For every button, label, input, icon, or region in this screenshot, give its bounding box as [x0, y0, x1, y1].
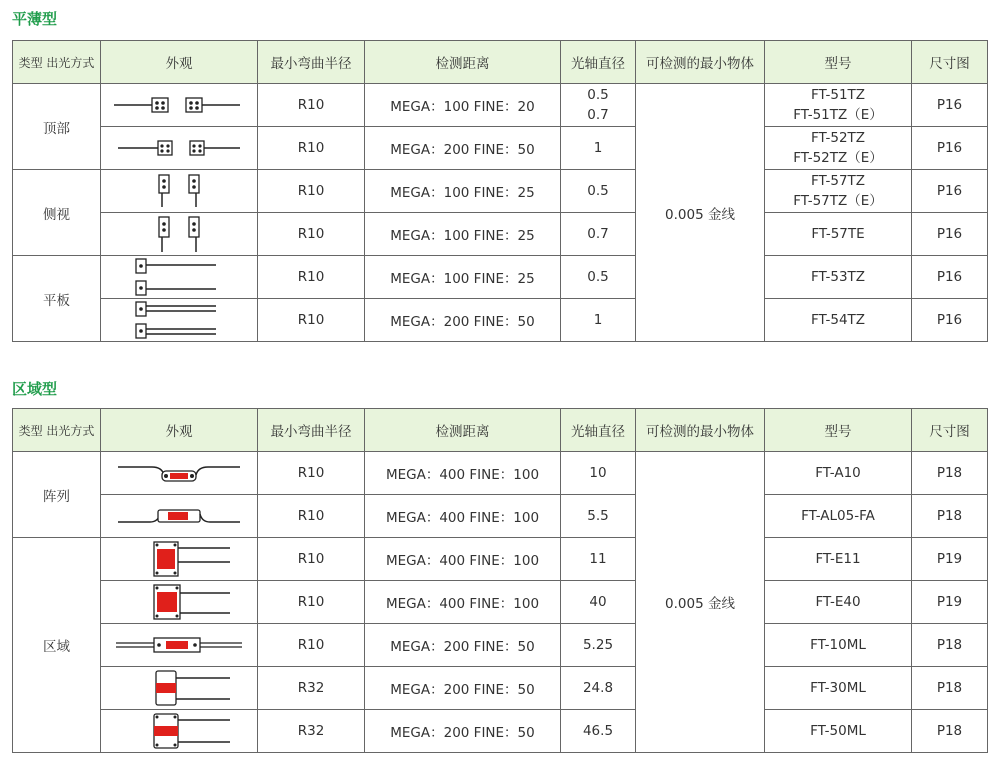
size-page-cell: P16: [912, 256, 988, 299]
size-page-cell: P19: [912, 538, 988, 581]
bend-radius-cell: R32: [258, 710, 365, 753]
section-title-thin: 平薄型: [12, 10, 58, 28]
table-row: [13, 624, 988, 667]
size-page-cell: P18: [912, 710, 988, 753]
header-model: 型号: [765, 41, 912, 84]
model-value: FT-51TZ（E）: [793, 107, 883, 123]
size-page-cell: P18: [912, 452, 988, 495]
min-object-cell: 0.005 金线: [636, 84, 765, 342]
size-page-cell: P18: [912, 667, 988, 710]
section-title-area: 区域型: [12, 380, 58, 398]
header-size-page: 尺寸图: [912, 409, 988, 452]
product-illustration: [101, 256, 258, 299]
table-row: [13, 581, 988, 624]
model-value: FT-51TZ: [810, 87, 866, 103]
diameter-value: 0.7: [587, 107, 609, 123]
group-label: 侧视: [13, 170, 101, 256]
table-row: [13, 452, 988, 495]
model-cell: FT-E11: [765, 538, 912, 581]
size-page-cell: P16: [912, 170, 988, 213]
header-appearance: 外观: [101, 409, 258, 452]
header-detect-distance: 检测距离: [365, 41, 561, 84]
model-value: FT-57TZ: [810, 173, 866, 189]
product-illustration: [101, 710, 258, 753]
size-page-cell: P19: [912, 581, 988, 624]
diameter-cell: 5.5: [561, 495, 636, 538]
distance-cell: MEGA：200 FINE：50: [365, 624, 561, 667]
min-object-cell: 0.005 金线: [636, 452, 765, 753]
table-header-row: [13, 409, 988, 452]
size-page-cell: P16: [912, 213, 988, 256]
table-header-row: [13, 41, 988, 84]
table-row: [13, 710, 988, 753]
group-label: 区域: [13, 538, 101, 753]
product-illustration: [101, 667, 258, 710]
table-row: [13, 256, 988, 299]
header-min-bend-radius: 最小弯曲半径: [258, 409, 365, 452]
bend-radius-cell: R10: [258, 84, 365, 127]
model-cell: FT-A10: [765, 452, 912, 495]
diameter-cell: 10: [561, 452, 636, 495]
table-row: [13, 667, 988, 710]
diameter-cell: 5.25: [561, 624, 636, 667]
model-cell: [765, 127, 912, 170]
model-value: FT-52TZ: [810, 130, 866, 146]
distance-cell: MEGA：400 FINE：100: [365, 452, 561, 495]
product-illustration: [101, 581, 258, 624]
bend-radius-cell: R10: [258, 170, 365, 213]
distance-cell: MEGA：200 FINE：50: [365, 710, 561, 753]
model-cell: FT-54TZ: [765, 299, 912, 342]
size-page-cell: P16: [912, 299, 988, 342]
product-illustration: [101, 299, 258, 342]
distance-cell: MEGA：400 FINE：100: [365, 495, 561, 538]
diameter-cell: 1: [561, 299, 636, 342]
header-axis-diameter: 光轴直径: [561, 41, 636, 84]
diameter-cell: [561, 84, 636, 127]
product-illustration: [101, 170, 258, 213]
model-value: FT-52TZ（E）: [793, 150, 883, 166]
bend-radius-cell: R10: [258, 299, 365, 342]
model-cell: FT-57TE: [765, 213, 912, 256]
product-illustration: [101, 213, 258, 256]
table-row: [13, 84, 988, 127]
bend-radius-cell: R10: [258, 538, 365, 581]
size-page-cell: P18: [912, 495, 988, 538]
distance-cell: MEGA：200 FINE：50: [365, 667, 561, 710]
header-min-object: 可检测的最小物体: [636, 409, 765, 452]
distance-cell: MEGA：100 FINE：25: [365, 256, 561, 299]
bend-radius-cell: R10: [258, 213, 365, 256]
model-cell: FT-AL05-FA: [765, 495, 912, 538]
product-illustration: [101, 452, 258, 495]
header-min-bend-radius: 最小弯曲半径: [258, 41, 365, 84]
diameter-cell: 0.7: [561, 213, 636, 256]
group-label: 平板: [13, 256, 101, 342]
header-type: 类型 出光方式: [13, 41, 101, 84]
group-label: 顶部: [13, 84, 101, 170]
size-page-cell: P18: [912, 624, 988, 667]
model-cell: [765, 170, 912, 213]
model-cell: FT-E40: [765, 581, 912, 624]
bend-radius-cell: R10: [258, 452, 365, 495]
table-row: [13, 495, 988, 538]
bend-radius-cell: R32: [258, 667, 365, 710]
diameter-cell: 40: [561, 581, 636, 624]
distance-cell: MEGA：400 FINE：100: [365, 581, 561, 624]
table-row: [13, 538, 988, 581]
header-min-object: 可检测的最小物体: [636, 41, 765, 84]
bend-radius-cell: R10: [258, 581, 365, 624]
product-illustration: [101, 127, 258, 170]
table-row: [13, 213, 988, 256]
size-page-cell: P16: [912, 84, 988, 127]
bend-radius-cell: R10: [258, 495, 365, 538]
product-illustration: [101, 538, 258, 581]
diameter-cell: 24.8: [561, 667, 636, 710]
thin-type-table: [12, 40, 988, 342]
product-illustration: [101, 495, 258, 538]
distance-cell: MEGA：200 FINE：50: [365, 299, 561, 342]
header-model: 型号: [765, 409, 912, 452]
diameter-value: 0.5: [587, 87, 609, 103]
bend-radius-cell: R10: [258, 127, 365, 170]
table-row: [13, 127, 988, 170]
model-value: FT-57TZ（E）: [793, 193, 883, 209]
diameter-cell: 11: [561, 538, 636, 581]
area-type-table: [12, 408, 988, 753]
diameter-cell: 0.5: [561, 256, 636, 299]
table-row: [13, 170, 988, 213]
model-cell: FT-30ML: [765, 667, 912, 710]
diameter-cell: 1: [561, 127, 636, 170]
bend-radius-cell: R10: [258, 256, 365, 299]
product-illustration: [101, 84, 258, 127]
product-illustration: [101, 624, 258, 667]
header-size-page: 尺寸图: [912, 41, 988, 84]
bend-radius-cell: R10: [258, 624, 365, 667]
header-axis-diameter: 光轴直径: [561, 409, 636, 452]
distance-cell: MEGA：400 FINE：100: [365, 538, 561, 581]
group-label: 阵列: [13, 452, 101, 538]
distance-cell: MEGA：100 FINE：20: [365, 84, 561, 127]
distance-cell: MEGA：100 FINE：25: [365, 213, 561, 256]
distance-cell: MEGA：100 FINE：25: [365, 170, 561, 213]
model-cell: [765, 84, 912, 127]
diameter-cell: 0.5: [561, 170, 636, 213]
model-cell: FT-53TZ: [765, 256, 912, 299]
header-type: 类型 出光方式: [13, 409, 101, 452]
size-page-cell: P16: [912, 127, 988, 170]
header-detect-distance: 检测距离: [365, 409, 561, 452]
diameter-cell: 46.5: [561, 710, 636, 753]
table-row: [13, 299, 988, 342]
model-cell: FT-50ML: [765, 710, 912, 753]
model-cell: FT-10ML: [765, 624, 912, 667]
distance-cell: MEGA：200 FINE：50: [365, 127, 561, 170]
header-appearance: 外观: [101, 41, 258, 84]
